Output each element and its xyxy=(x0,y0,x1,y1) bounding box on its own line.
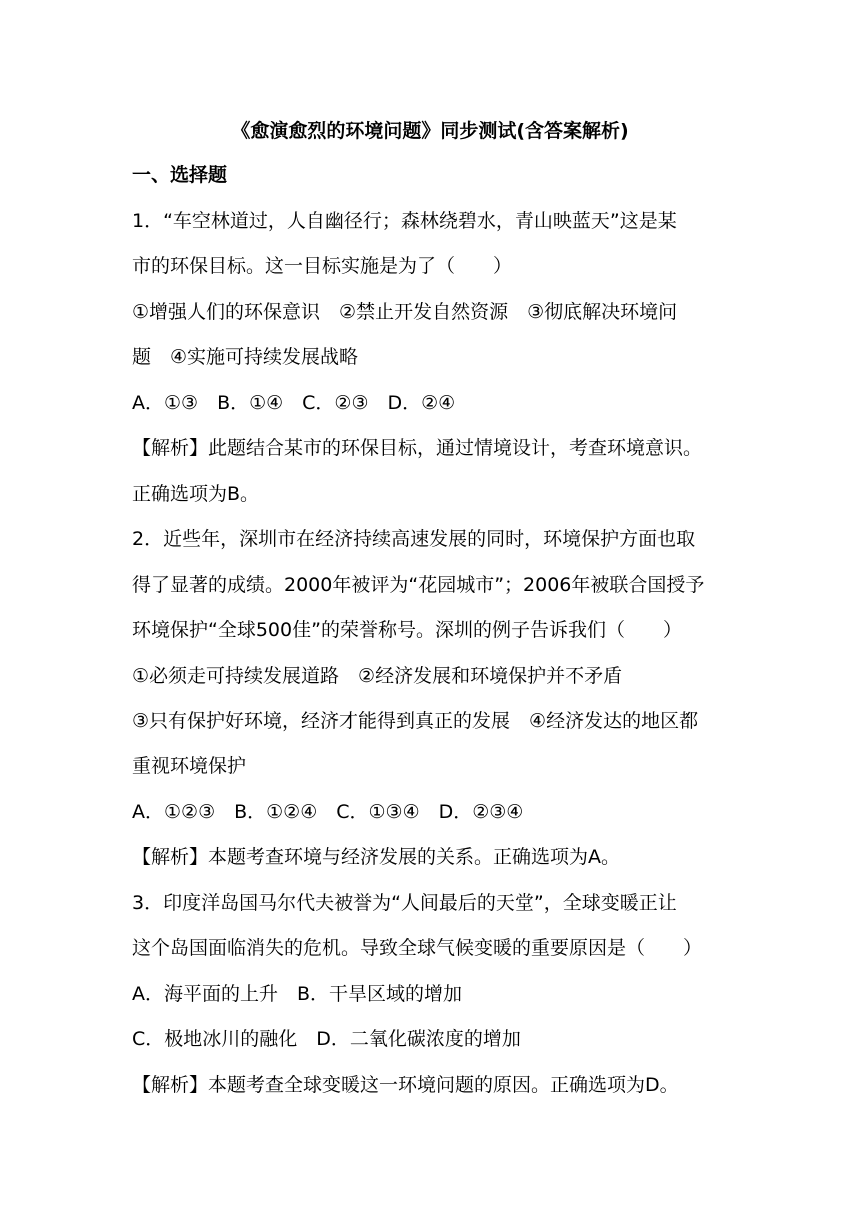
page-title: 《愈演愈烈的环境问题》同步测试(含答案解析) xyxy=(231,120,629,142)
q2-options: A．①②③ B．①②④ C．①③④ D．②③④ xyxy=(132,801,524,823)
q3-options-line-2: C．极地冰川的融化 D．二氧化碳浓度的增加 xyxy=(132,1028,521,1050)
q1-stem-line-1: 1．“车空林道过，人自幽径行；森林绕碧水，青山映蓝天”这是某 xyxy=(132,210,677,232)
q1-stem-line-2: 市的环保目标。这一目标实施是为了（ ） xyxy=(132,255,513,277)
q3-stem-line-2: 这个岛国面临消失的危机。导致全球气候变暖的重要原因是（ ） xyxy=(132,937,703,959)
q2-stem-line-1: 2．近些年，深圳市在经济持续高速发展的同时，环境保护方面也取 xyxy=(132,528,696,550)
section-heading: 一、选择题 xyxy=(132,164,228,186)
q3-analysis: 【解析】本题考查全球变暖这一环境问题的原因。正确选项为D。 xyxy=(132,1074,679,1096)
q2-items-line-2: ③只有保护好环境，经济才能得到真正的发展 ④经济发达的地区都 xyxy=(132,710,699,732)
q1-items-line-2: 题 ④实施可持续发展战略 xyxy=(132,346,359,368)
q1-analysis-line-2: 正确选项为B。 xyxy=(132,483,260,505)
q3-options-line-1: A．海平面的上升 B．干旱区域的增加 xyxy=(132,983,463,1005)
q3-stem-line-1: 3．印度洋岛国马尔代夫被誉为“人间最后的天堂”，全球变暖正让 xyxy=(132,892,677,914)
q1-options: A．①③ B．①④ C．②③ D．②④ xyxy=(132,392,456,414)
q2-items-line-1: ①必须走可持续发展道路 ②经济发展和环境保护并不矛盾 xyxy=(132,665,623,687)
q2-stem-line-3: 环境保护“全球500佳”的荣誉称号。深圳的例子告诉我们（ ） xyxy=(132,619,682,641)
q2-analysis: 【解析】本题考查环境与经济发展的关系。正确选项为A。 xyxy=(132,846,620,868)
q2-items-line-3: 重视环境保护 xyxy=(132,755,247,777)
q1-analysis-line-1: 【解析】此题结合某市的环保目标，通过情境设计，考查环境意识。 xyxy=(132,437,703,459)
q1-items-line-1: ①增强人们的环保意识 ②禁止开发自然资源 ③彻底解决环境问 xyxy=(132,301,678,323)
q2-stem-line-2: 得了显著的成绩。2000年被评为“花园城市”；2006年被联合国授予 xyxy=(132,574,705,596)
